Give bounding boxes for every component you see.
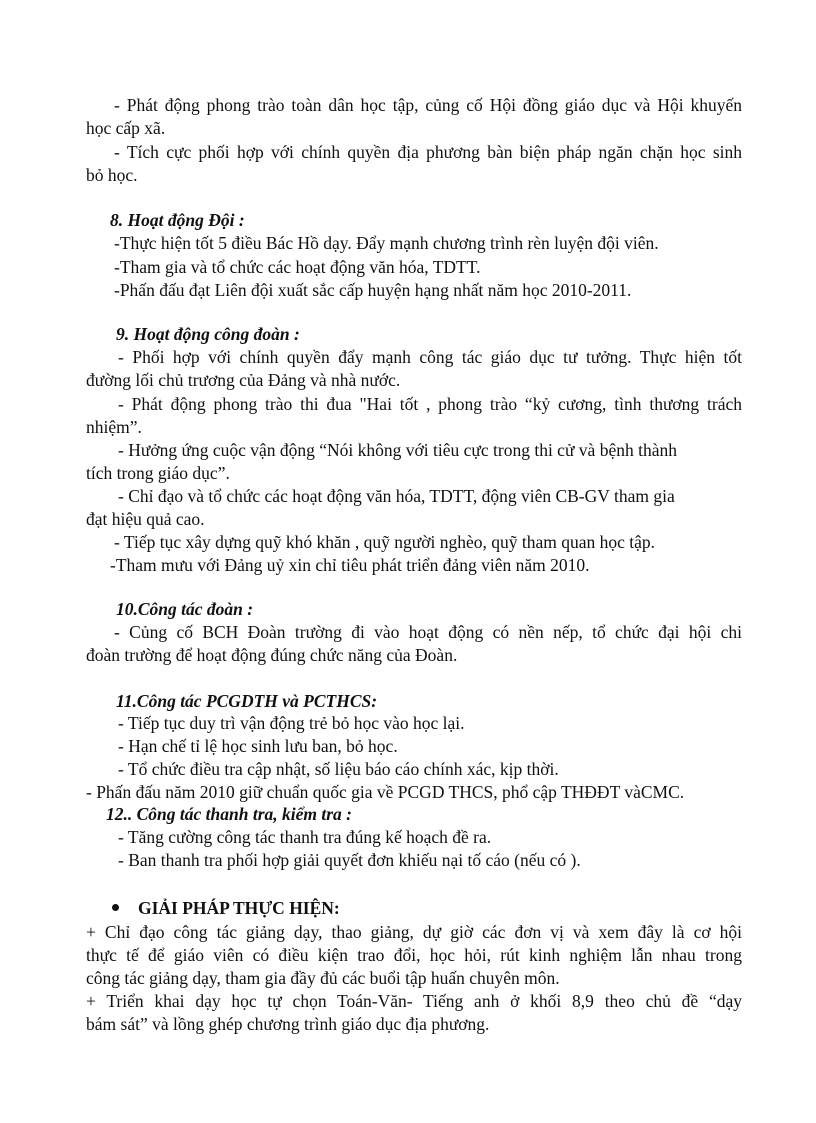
section-heading: 11.Công tác PCGDTH và PCTHCS:	[116, 691, 378, 711]
text-line: + Chỉ đạo công tác giảng dạy, thao giảng, dự giờ các đơn vị và xem đây là cơ hội	[86, 922, 742, 942]
section-heading: 9. Hoạt động công đoàn :	[116, 324, 300, 344]
list-item: -Tham mưu với Đảng uỷ xin chỉ tiêu phát triển đảng viên năm 2010.	[110, 555, 590, 575]
text-line: đường lối chủ trương của Đảng và nhà nước.	[86, 370, 401, 390]
text-line: - Chỉ đạo và tổ chức các hoạt động văn hóa, TDTT, động viên CB-GV tham gia	[118, 486, 675, 506]
text-line: - Hưởng ứng cuộc vận động “Nói không với tiêu cực trong thi cử và bệnh thành	[118, 440, 677, 460]
text-line: nhiệm”.	[86, 417, 142, 437]
list-item: -Phấn đấu đạt Liên đội xuất sắc cấp huyện hạng nhất năm học 2010-2011.	[114, 280, 632, 300]
list-item: - Tiếp tục duy trì vận động trẻ bỏ học vào học lại.	[118, 713, 465, 733]
list-item: -Tham gia và tổ chức các hoạt động văn hóa, TDTT.	[114, 257, 481, 277]
text-line: bỏ học.	[86, 165, 138, 185]
text-line: học cấp xã.	[86, 118, 166, 138]
text-line: - Phối hợp với chính quyền đẩy mạnh công tác giáo dục tư tưởng. Thực hiện tốt	[118, 347, 742, 367]
text-line: - Tích cực phối hợp với chính quyền địa phương bàn biện pháp ngăn chặn học sinh	[114, 142, 742, 162]
list-item: - Tổ chức điều tra cập nhật, số liệu báo cáo chính xác, kịp thời.	[118, 759, 559, 779]
list-item: - Tiếp tục xây dựng quỹ khó khăn , quỹ người nghèo, quỹ tham quan học tập.	[114, 532, 656, 552]
text-line: + Triển khai dạy học tự chọn Toán-Văn- Tiếng anh ở khối 8,9 theo chủ đề “dạy	[86, 991, 742, 1011]
list-item: - Ban thanh tra phối hợp giải quyết đơn khiếu nại tố cáo (nếu có ).	[118, 850, 581, 870]
list-item: - Tăng cường công tác thanh tra đúng kế hoạch đề ra.	[118, 827, 492, 847]
section-heading: 10.Công tác đoàn :	[116, 599, 254, 619]
text-line: - Phát động phong trào thi đua "Hai tốt , phong trào “kỷ cương, tình thương trách	[118, 394, 742, 414]
text-line: đạt hiệu quả cao.	[86, 509, 205, 529]
text-line: bám sát” và lồng ghép chương trình giáo dục địa phương.	[86, 1014, 490, 1034]
text-line: đoàn trường để hoạt động đúng chức năng của Đoàn.	[86, 645, 458, 665]
section-heading: 12.. Công tác thanh tra, kiểm tra :	[106, 804, 353, 824]
text-line: thực tế để giáo viên có điều kiện trao đổi, học hỏi, rút kinh nghiệm lẫn nhau trong	[86, 945, 742, 965]
list-item: - Hạn chế tỉ lệ học sinh lưu ban, bỏ học.	[118, 736, 398, 756]
text-line: - Củng cố BCH Đoàn trường đi vào hoạt động có nền nếp, tổ chức đại hội chi	[114, 622, 742, 642]
text-line: công tác giảng dạy, tham gia đầy đủ các buổi tập huấn chuyên môn.	[86, 968, 560, 988]
section-heading: 8. Hoạt động Đội :	[110, 210, 245, 230]
text-line: tích trong giáo dục”.	[86, 463, 230, 483]
list-item: -Thực hiện tốt 5 điều Bác Hồ dạy. Đẩy mạnh chương trình rèn luyện đội viên.	[114, 233, 659, 253]
bullet-icon	[112, 904, 119, 911]
text-line: - Phát động phong trào toàn dân học tập, củng cố Hội đồng giáo dục và Hội khuyến	[114, 95, 742, 115]
section-heading: GIẢI PHÁP THỰC HIỆN:	[138, 898, 340, 918]
list-item: - Phấn đấu năm 2010 giữ chuẩn quốc gia về PCGD THCS, phổ cập THĐĐT vàCMC.	[86, 782, 685, 802]
